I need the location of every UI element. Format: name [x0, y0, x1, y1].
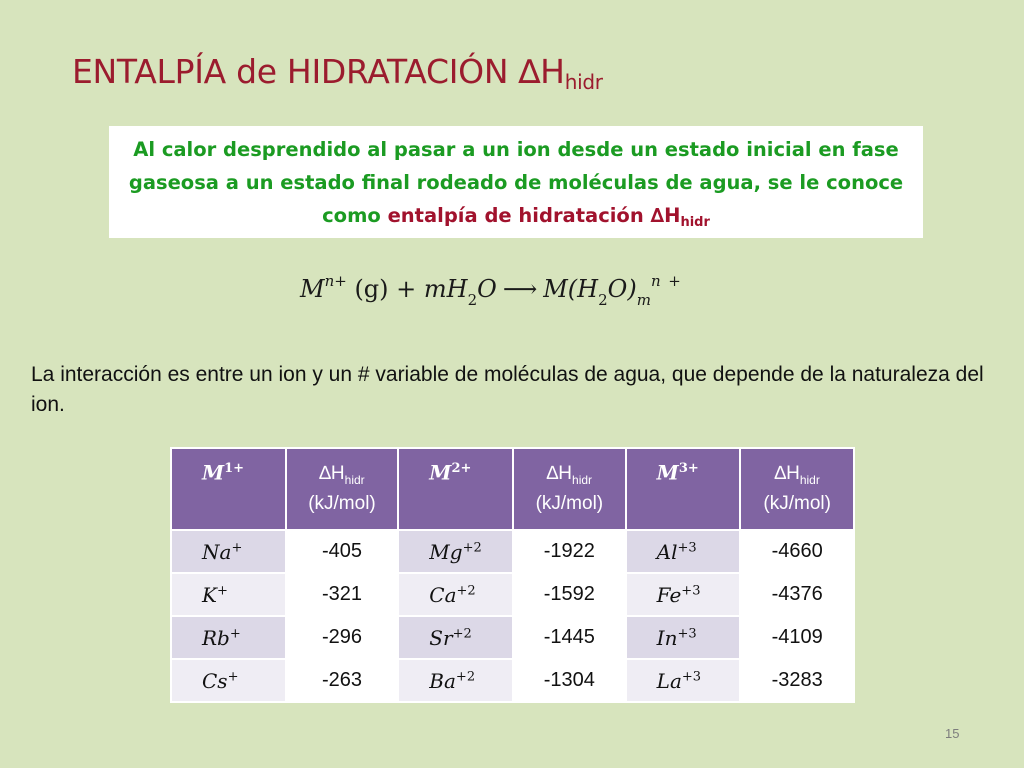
enthalpy-value-cell: -4660 — [740, 530, 854, 573]
definition-box — [109, 126, 923, 238]
ion-cell: $Fe^{+3}$ — [626, 573, 741, 616]
table-row — [171, 659, 854, 702]
hydration-enthalpy-table — [170, 447, 855, 703]
ion-cell: $Sr^{+2}$ — [398, 616, 513, 659]
table-header-row — [171, 448, 854, 530]
header-ion-charge: $M^{2+}$ — [398, 448, 513, 530]
enthalpy-value-cell: -1445 — [513, 616, 626, 659]
ion-cell: Cs+ — [171, 659, 286, 702]
ion-cell: $Mg^{+2}$ — [398, 530, 513, 573]
enthalpy-value-cell: -4376 — [740, 573, 854, 616]
ion-cell: $Ca^{+2}$ — [398, 573, 513, 616]
definition-text: Al calor desprendido al pasar a un ion desde un estado inicial en fase gaseosa a un estado final rodeado de moléculas de agua, se le conoce como — [128, 138, 904, 227]
enthalpy-value-cell: -263 — [286, 659, 399, 702]
enthalpy-value-cell: -1592 — [513, 573, 626, 616]
page-number: 15 — [945, 726, 960, 741]
ion-cell: $In^{+3}$ — [626, 616, 741, 659]
enthalpy-value-cell: -321 — [286, 573, 399, 616]
header-delta-h: $\Delta H_{hidr}$ (kJ/mol) — [740, 448, 854, 530]
ion-cell: Na+ — [171, 530, 286, 573]
header-ion-charge: $M^{3+}$ — [626, 448, 741, 530]
explanation-paragraph: La interacción es entre un ion y un # variable de moléculas de agua, que depende de la naturaleza del ion. — [31, 363, 984, 416]
header-ion-charge: $M^{1+}$ — [171, 448, 286, 530]
header-delta-h: $\Delta H_{hidr}$ (kJ/mol) — [513, 448, 626, 530]
header-delta-h: $\Delta H_{hidr}$ (kJ/mol) — [286, 448, 399, 530]
definition-highlight: entalpía de hidratación $\Delta H_{hidr}$ — [387, 204, 710, 230]
enthalpy-value-cell: -4109 — [740, 616, 854, 659]
ion-cell: $Ba^{+2}$ — [398, 659, 513, 702]
enthalpy-value-cell: -296 — [286, 616, 399, 659]
ion-cell: $La^{+3}$ — [626, 659, 741, 702]
hydration-equation: $M^{n+}$ $(g) + mH_2O$ ⟶ $M(H_2O)_m^n$ + — [300, 272, 681, 309]
slide-title: ENTALPÍA de HIDRATACIÓN $\Delta H_{hidr}$ — [72, 52, 603, 94]
enthalpy-value-cell: -1922 — [513, 530, 626, 573]
enthalpy-value-cell: -405 — [286, 530, 399, 573]
table-row — [171, 530, 854, 573]
ion-cell: K+ — [171, 573, 286, 616]
table-row — [171, 573, 854, 616]
ion-cell: $Al^{+3}$ — [626, 530, 741, 573]
table-row — [171, 616, 854, 659]
enthalpy-value-cell: -3283 — [740, 659, 854, 702]
ion-cell: Rb+ — [171, 616, 286, 659]
enthalpy-value-cell: -1304 — [513, 659, 626, 702]
